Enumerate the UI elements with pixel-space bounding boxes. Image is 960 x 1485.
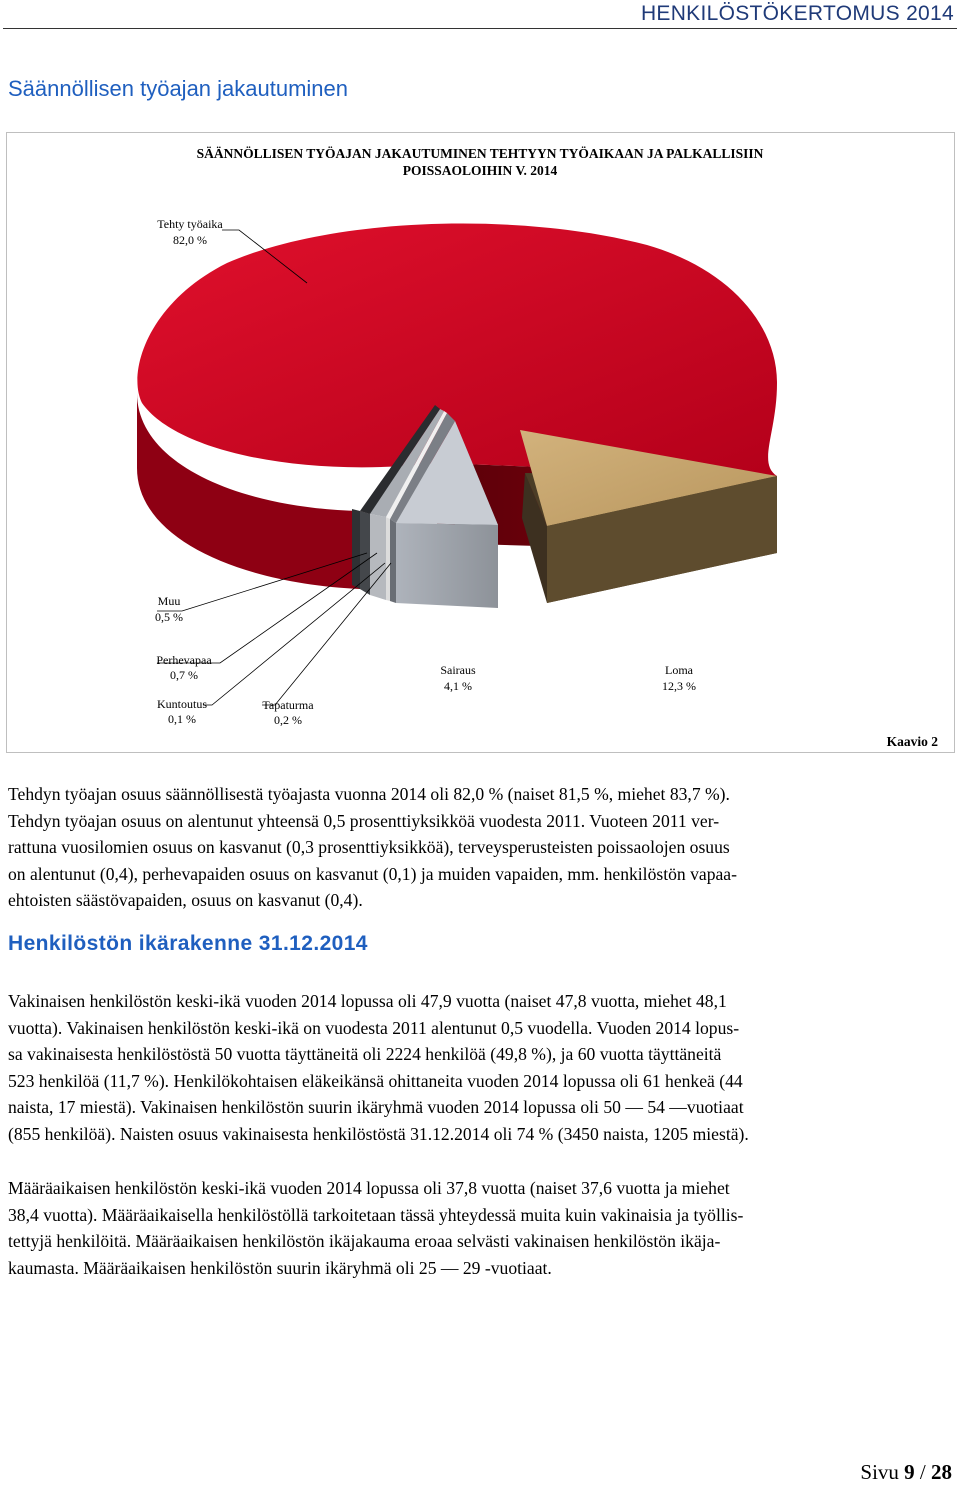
pie-chart bbox=[7, 133, 954, 752]
chart-title-line-2: POISSAOLOIHIN V. 2014 bbox=[402, 163, 558, 178]
document-title: HENKILÖSTÖKERTOMUS 2014 bbox=[640, 2, 954, 25]
header-divider bbox=[3, 28, 957, 29]
label-tehty-value: 82,0 % bbox=[173, 233, 207, 247]
page-separator: / bbox=[919, 1460, 926, 1484]
paragraph-line: sa vakinaisesta henkilöstöstä 50 vuotta täyttäneitä oli 2224 henkilöä (49,8 %), ja 60 vuotta täyttäneitä bbox=[8, 1044, 722, 1065]
page-prefix: Sivu bbox=[860, 1460, 899, 1484]
page-header bbox=[0, 0, 960, 30]
paragraph-worktime bbox=[8, 781, 952, 914]
paragraph-line: Tehdyn työajan osuus on alentunut yhteensä 0,5 prosenttiyksikköä vuodesta 2011. Vuoteen 2011 ver- bbox=[8, 810, 720, 831]
paragraph-line: Tehdyn työajan osuus säännöllisestä työajasta vuonna 2014 oli 82,0 % (naiset 81,5 %, miehet 83,7 %). bbox=[8, 784, 730, 804]
label-kuntoutus-name: Kuntoutus bbox=[156, 697, 208, 711]
label-loma-value: 12,3 % bbox=[662, 679, 696, 693]
paragraph-line: 523 henkilöä (11,7 %). Henkilökohtaisen eläkeikänsä ohittaneita vuoden 2014 lopussa oli 61 henkeä (44 bbox=[8, 1070, 743, 1091]
total-pages: 28 bbox=[931, 1460, 952, 1484]
paragraph-line: ehtoisten säästövapaiden, osuus on kasvanut (0,4). bbox=[8, 890, 363, 911]
section-heading-age-structure: Henkilöstön ikärakenne 31.12.2014 bbox=[8, 932, 368, 955]
paragraph-line: 38,4 vuotta). Määräaikaisella henkilöstöllä tarkoitetaan tässä yhteydessä muita kuin vakinaisia ja työllis- bbox=[8, 1204, 744, 1225]
paragraph-line: vuotta). Vakinaisen henkilöstön keski-ikä on vuodesta 2011 alentunut 0,5 vuodella. Vuoden 2014 lopus- bbox=[8, 1017, 740, 1038]
label-tapaturma-value: 0,2 % bbox=[274, 713, 302, 727]
label-tapaturma-name: Tapaturma bbox=[262, 698, 314, 712]
label-kuntoutus-value: 0,1 % bbox=[168, 712, 196, 726]
label-muu-name: Muu bbox=[157, 594, 181, 608]
label-muu-value: 0,5 % bbox=[155, 610, 183, 624]
chart-caption: Kaavio 2 bbox=[886, 734, 938, 749]
paragraph-permanent-staff bbox=[8, 988, 952, 1148]
paragraph-line: on alentunut (0,4), perhevapaiden osuus on kasvanut (0,1) ja muiden vapaiden, mm. henkilöstön vapaa- bbox=[8, 863, 737, 884]
label-perhevapaa-value: 0,7 % bbox=[170, 668, 198, 682]
pie-chart-frame bbox=[6, 132, 955, 753]
paragraph-line: kaumasta. Määräaikaisen henkilöstön suurin ikäryhmä oli 25 — 29 -vuotiaat. bbox=[8, 1257, 552, 1278]
section-heading-worktime: Säännöllisen työajan jakautuminen bbox=[8, 76, 349, 101]
page-number bbox=[860, 1460, 952, 1485]
label-tehty-name: Tehty työaika bbox=[157, 217, 223, 231]
current-page: 9 bbox=[904, 1460, 915, 1484]
paragraph-temporary-staff bbox=[8, 1175, 952, 1281]
label-sairaus-name: Sairaus bbox=[440, 663, 476, 677]
paragraph-line: Vakinaisen henkilöstön keski-ikä vuoden 2014 lopussa oli 47,9 vuotta (naiset 47,8 vuotta, miehet 48,1 bbox=[8, 991, 727, 1011]
paragraph-line: (855 henkilöä). Naisten osuus vakinaisesta henkilöstöstä 31.12.2014 oli 74 % (3450 naista, 1205 miestä). bbox=[8, 1123, 749, 1144]
paragraph-line: naista, 17 miestä). Vakinaisen henkilöstön suurin ikäryhmä vuoden 2014 lopussa oli 50 — 54 —vuotiaat bbox=[8, 1097, 744, 1118]
chart-title-line-1: SÄÄNNÖLLISEN TYÖAJAN JAKAUTUMINEN TEHTYYN TYÖAIKAAN JA PALKALLISIIN bbox=[196, 146, 764, 161]
paragraph-line: rattuna vuosilomien osuus on kasvanut (0,3 prosenttiyksikköä), terveysperusteisten poissaolojen osuus bbox=[8, 837, 730, 858]
paragraph-line: Määräaikaisen henkilöstön keski-ikä vuoden 2014 lopussa oli 37,8 vuotta (naiset 37,6 vuotta ja miehet bbox=[8, 1178, 730, 1198]
paragraph-line: tettyjä henkilöitä. Määräaikaisen henkilöstön ikäjakauma eroaa selvästi vakinaisen henkilöstön ikäja- bbox=[8, 1231, 721, 1252]
label-loma-name: Loma bbox=[665, 663, 693, 677]
label-perhevapaa-name: Perhevapaa bbox=[156, 653, 212, 667]
label-sairaus-value: 4,1 % bbox=[444, 679, 472, 693]
